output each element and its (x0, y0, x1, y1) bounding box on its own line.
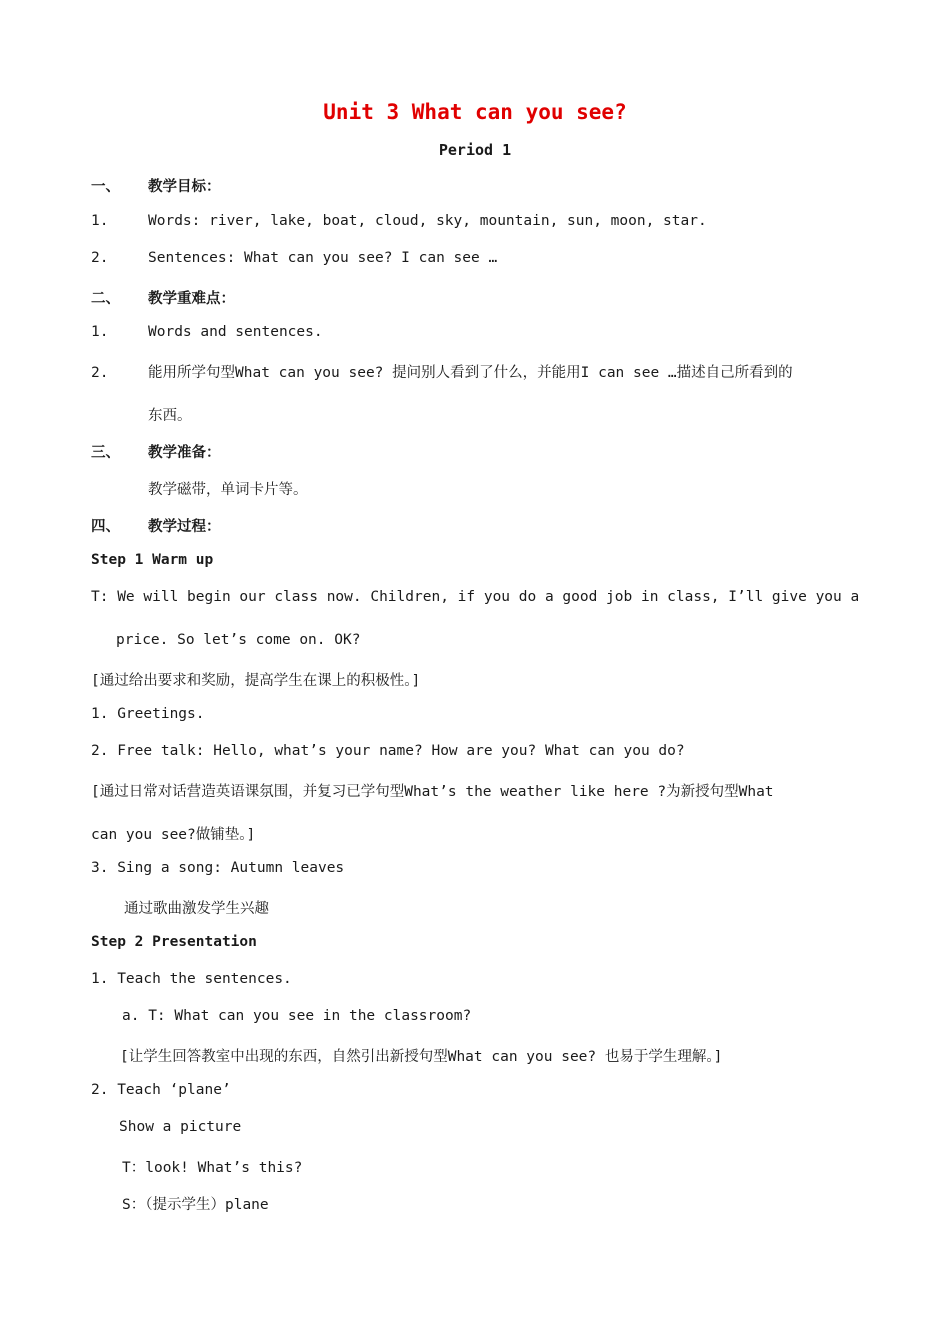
note-atmosphere-line-2: can you see?做铺垫。] (91, 827, 256, 843)
section-heading-key-points (91, 287, 235, 308)
warmup-item-3: 3. Sing a song: Autumn leaves (91, 860, 345, 876)
section-number: 三、 (91, 445, 120, 461)
section-label: 教学目标： (148, 179, 221, 195)
step-2-heading: Step 2 Presentation (91, 934, 257, 950)
item-text: Sentences: What can you see? I can see … (148, 250, 498, 266)
key-point-item-1 (91, 324, 323, 340)
presentation-item-2: 2. Teach ‘plane’ (91, 1082, 231, 1098)
item-text: Words and sentences. (148, 324, 323, 340)
objective-item-1 (91, 213, 707, 229)
note-classroom: [让学生回答教室中出现的东西，自然引出新授句型What can you see? 也易于学生理解。] (120, 1049, 723, 1065)
presentation-item-1: 1. Teach the sentences. (91, 971, 292, 987)
item-number: 1. (91, 324, 109, 340)
key-point-item-2-continued: 东西。 (148, 408, 192, 424)
teacher-line-2: price. So let’s come on. OK? (116, 632, 361, 648)
presentation-item-1a: a. T: What can you see in the classroom? (122, 1008, 472, 1024)
section-number: 四、 (91, 519, 120, 535)
teacher-question: T：look! What’s this? (122, 1160, 303, 1176)
item-text: 能用所学句型What can you see? 提问别人看到了什么，并能用I can see …描述自己所看到的 (148, 365, 793, 381)
student-answer: S：（提示学生）plane (122, 1197, 269, 1213)
item-number: 1. (91, 213, 109, 229)
teacher-line-1: T: We will begin our class now. Children, if you do a good job in class, I’ll give you a (91, 589, 860, 605)
note-motivation: [通过给出要求和奖励，提高学生在课上的积极性。] (91, 673, 421, 689)
note-atmosphere-line-1: [通过日常对话营造英语课氛围，并复习已学句型What’s the weather like here ?为新授句型What (91, 784, 774, 800)
section-heading-procedure (91, 515, 221, 536)
section-number: 二、 (91, 291, 120, 307)
item-number: 2. (91, 365, 109, 381)
section-number: 一、 (91, 179, 120, 195)
step-1-heading: Step 1 Warm up (91, 552, 214, 568)
item-number: 2. (91, 250, 109, 266)
preparation-text: 教学磁带，单词卡片等。 (148, 482, 308, 498)
item-text: Words: river, lake, boat, cloud, sky, mountain, sun, moon, star. (148, 213, 707, 229)
document-title: Unit 3 What can you see? (323, 100, 627, 124)
warmup-item-2: 2. Free talk: Hello, what’s your name? How are you? What can you do? (91, 743, 685, 759)
section-label: 教学过程： (148, 519, 221, 535)
period-subtitle: Period 1 (438, 141, 512, 159)
key-point-item-2 (91, 361, 793, 382)
section-heading-preparation (91, 441, 221, 462)
warmup-item-1: 1. Greetings. (91, 706, 205, 722)
objective-item-2 (91, 250, 497, 266)
section-label: 教学准备： (148, 445, 221, 461)
section-label: 教学重难点： (148, 291, 235, 307)
warmup-item-3-note: 通过歌曲激发学生兴趣 (124, 901, 269, 917)
show-picture-text: Show a picture (119, 1119, 242, 1135)
section-heading-objectives (91, 175, 221, 196)
